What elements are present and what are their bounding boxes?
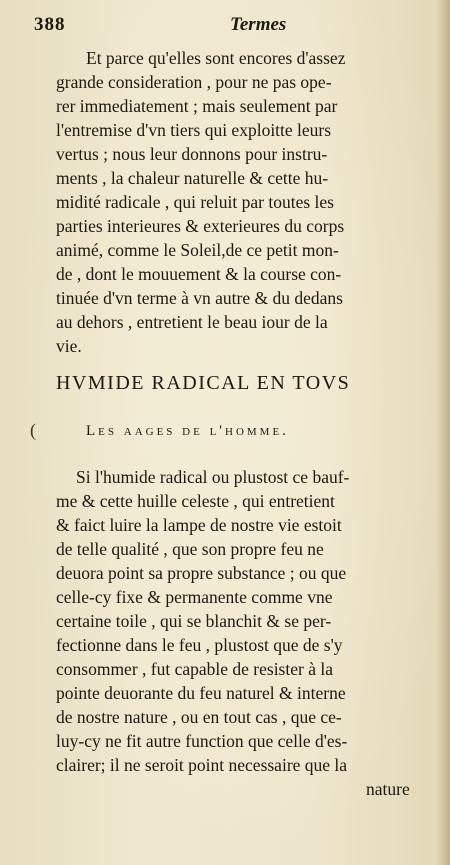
text-line: celle-cy fixe & permanente comme vne bbox=[56, 587, 333, 607]
running-head bbox=[34, 8, 414, 38]
page-edge-shadow bbox=[436, 0, 450, 865]
text-line: Et parce qu'elles sont encores d'assez bbox=[86, 48, 346, 68]
text-line: Si l'humide radical ou plustost ce bauf- bbox=[76, 467, 350, 487]
running-title: Termes bbox=[230, 14, 287, 35]
text-line: clairer; il ne seroit point necessaire que la bbox=[56, 755, 348, 775]
text-line: me & cette huille celeste , qui entretient bbox=[56, 491, 335, 511]
page-number: 388 bbox=[34, 14, 66, 35]
margin-mark: ( bbox=[30, 420, 36, 440]
text-line: fectionne dans le feu , plustost que de s'y bbox=[56, 635, 343, 655]
text-line: & faict luire la lampe de nostre vie estoit bbox=[56, 515, 342, 535]
text-line: de nostre nature , ou en tout cas , que ce- bbox=[56, 707, 342, 727]
text-line: l'entremise d'vn tiers qui exploitte leurs bbox=[56, 120, 332, 140]
text-line: grande consideration , pour ne pas ope- bbox=[56, 72, 332, 92]
catchword: nature bbox=[366, 779, 410, 799]
text-line: de telle qualité , que son propre feu ne bbox=[56, 539, 324, 559]
section-subtitle: Les aages de l'homme. bbox=[86, 423, 289, 439]
text-line: deuora point sa propre substance ; ou que bbox=[56, 563, 347, 583]
text-line: parties interieures & exterieures du corps bbox=[56, 216, 345, 236]
text-line: pointe deuorante du feu naturel & interne bbox=[56, 683, 346, 703]
section-title: HVMIDE RADICAL EN TOVS bbox=[56, 372, 351, 394]
text-line: ments , la chaleur naturelle & cette hu- bbox=[56, 168, 329, 188]
text-line: midité radicale , qui reluit par toutes les bbox=[56, 192, 334, 212]
text-line: vie. bbox=[56, 336, 82, 356]
text-line: consommer , fut capable de resister à la bbox=[56, 659, 333, 679]
text-line: animé, comme le Soleil,de ce petit mon- bbox=[56, 240, 339, 260]
text-line: luy-cy ne fit autre function que celle d'es- bbox=[56, 731, 348, 751]
text-line: de , dont le mouuement & la course con- bbox=[56, 264, 342, 284]
text-line: certaine toile , qui se blanchit & se per- bbox=[56, 611, 332, 631]
text-line: rer immediatement ; mais seulement par bbox=[56, 96, 338, 116]
text-line: tinuée d'vn terme à vn autre & du dedans bbox=[56, 288, 343, 308]
text-line: au dehors , entretient le beau iour de la bbox=[56, 312, 328, 332]
text-line: vertus ; nous leur donnons pour instru- bbox=[56, 144, 328, 164]
